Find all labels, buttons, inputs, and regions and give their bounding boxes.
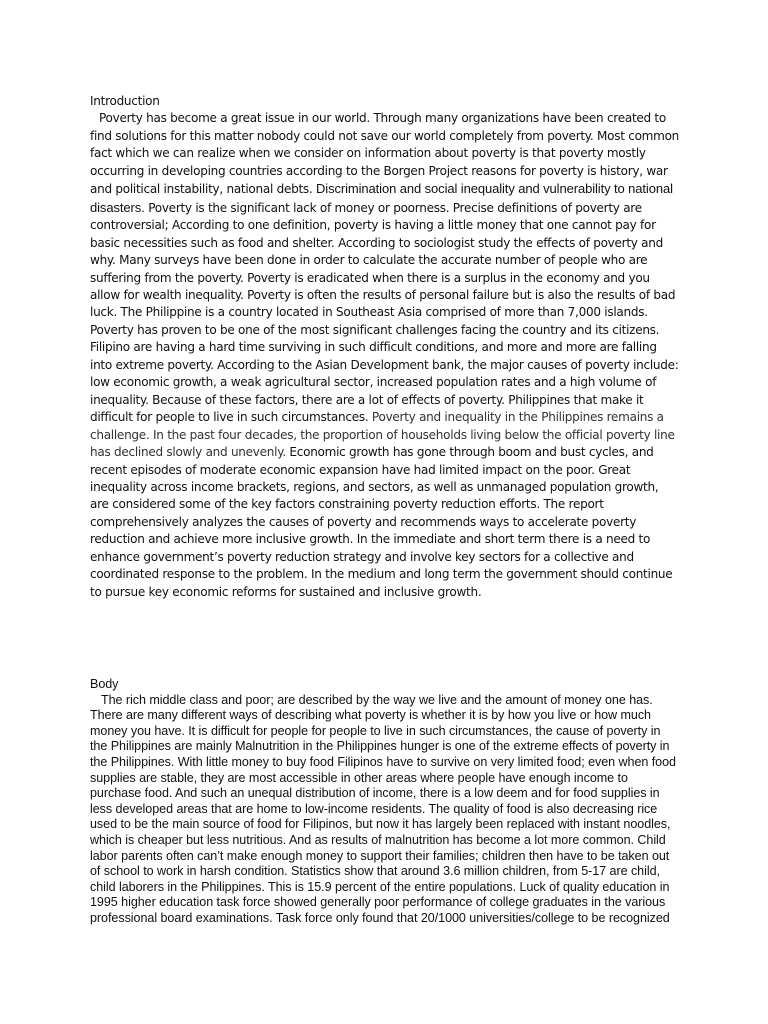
body-section <box>90 677 680 927</box>
introduction-text-run-3: Poverty is the significant lack of money or poorness. Precise definitions of poverty are controversial; According to one definition, poverty is having a little money that one cannot pay for basic necessities such as food and shelter. According to sociologist study the effects of poverty and why. Many surveys have been done in order to calculate the accurate number of people who are suffering from the poverty. Poverty is eradicated when there is a surplus in the economy and you allow for wealth inequality. Poverty is often the results of personal failure but is also the results of bad luck. The Philippine is a country located in Southeast Asia comprised of more than 7,000 islands. Poverty has proven to be one of the most significant challenges facing the country and its citizens. Filipino are having a hard time surviving in such difficult conditions, and more and more are falling into extreme poverty. According to the Asian Development bank, the major causes of poverty include: low economic growth, a weak agricultural sector, increased population rates and a high volume of inequality. Because of these factors, there are a lot of effects of poverty. Philippines that make it difficult for people to live in such circumstances. <box>90 200 679 425</box>
body-text: The rich middle class and poor; are described by the way we live and the amount of money one has. There are many different ways of describing what poverty is whether it is by how you live or how much money you have. It is difficult for people for people to live in such circumstances, the cause of poverty in the Philippines are mainly Malnutrition in the Philippines hunger is one of the extreme effects of poverty in the Philippines. With little money to buy food Filipinos have to survive on very limited food; even when food supplies are stable, they are most accessible in other areas where people have enough income to purchase food. And such an unequal distribution of income, there is a low deem and for food supplies in less developed areas that are home to low-income residents. The quality of food is also decreasing rice used to be the main source of food for Filipinos, but now it has largely been replaced with instant noodles, which is cheaper but less nutritious. And as results of malnutrition has become a lot more common. Child labor parents often can’t make enough money to support their families; children then have to be taken out of school to work in harsh condition. Statistics show that around 3.6 million children, from 5-17 are child, child laborers in the Philippines. This is 15.9 percent of the entire populations. Luck of quality education in 1995 higher education task force showed generally poor performance of college graduates in the various professional board examinations. Task force only found that 20/1000 universities/college to be recognized <box>90 692 676 925</box>
introduction-section <box>90 93 680 601</box>
introduction-text-run-4: Poverty and inequality in the Philippines remains a challenge. In the past four decades, the proportion of households living below the official poverty line has declined slowly and unevenly. <box>90 410 675 460</box>
body-paragraph <box>90 693 676 925</box>
body-heading: Body <box>90 677 119 691</box>
introduction-heading: Introduction <box>90 94 160 108</box>
introduction-text-run-2: Discrimination and social inequality and vulnerability to national disasters. <box>90 181 673 215</box>
introduction-text-run-5: Economic growth has gone through boom and bust cycles, and recent episodes of moderate economic expansion have had limited impact on the poor. Great inequality across income brackets, regions, and sectors, as well as unmanaged population growth, are considered some of the key factors constraining poverty reduction efforts. The report comprehensively analyzes the causes of poverty and recommends ways to accelerate poverty reduction and achieve more inclusive growth. In the immediate and short term there is a need to enhance government’s poverty reduction strategy and involve key sectors for a collective and coordinated response to the problem. In the medium and long term the government should continue to pursue key economic reforms for sustained and inclusive growth. <box>90 445 673 599</box>
introduction-paragraph <box>90 110 680 601</box>
introduction-text-run-1: Poverty has become a great issue in our world. Through many organizations have been created to find solutions for this matter nobody could not save our world completely from poverty. Most common fact which we can realize when we consider on information about poverty is that poverty mostly occurring in developing countries according to the Borgen Project reasons for poverty is history, war and political instability, national debts. <box>90 111 680 197</box>
